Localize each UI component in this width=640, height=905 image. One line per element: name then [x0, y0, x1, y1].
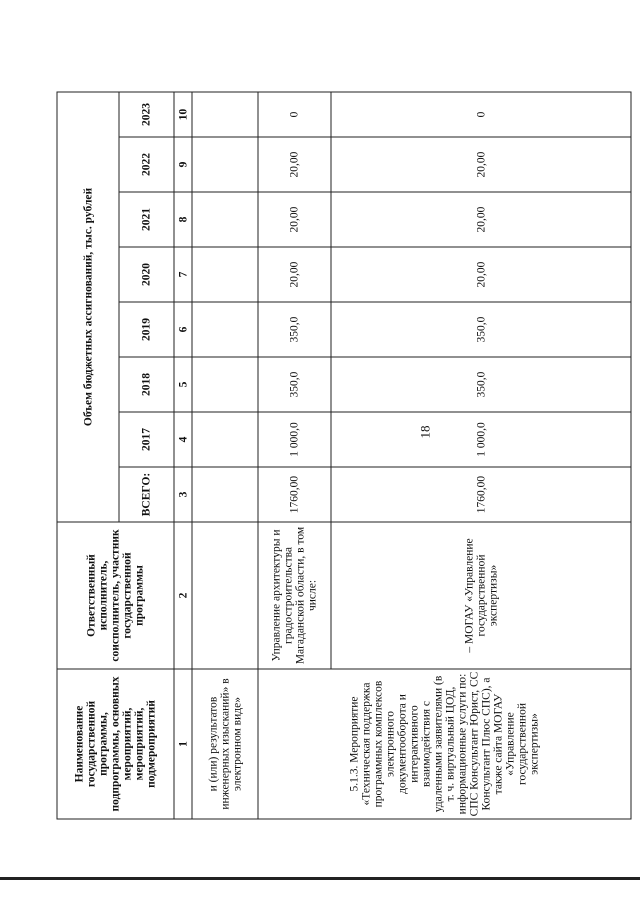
index-cell: 5 [174, 357, 192, 412]
table-row-name: 5.1.3. Мероприятие «Техническая поддержка программных комплексов электронного документооборота и интерактивного взаимодействия с удаленными заявителями (в т. ч. виртуальный ЦОД, информационные услуги по: СПС Консультант Юрист, СС Консультант Плюс СПС), а также сайта МОГАУ «Управление государственной экспертизы» [258, 669, 631, 819]
header-budget-group: Объем бюджетных ассигнований, тыс. рублей [57, 92, 119, 522]
value-cell [192, 192, 258, 247]
index-cell: 2 [174, 522, 192, 669]
index-cell: 7 [174, 247, 192, 302]
index-cell: 10 [174, 92, 192, 137]
page-number: 18 [417, 425, 433, 439]
value-cell: 20,00 [258, 137, 331, 192]
value-cell [192, 357, 258, 412]
value-cell: 1 000,0 [258, 412, 331, 467]
budget-table [56, 91, 631, 819]
value-cell [192, 92, 258, 137]
value-cell: 350,0 [258, 357, 331, 412]
page-bottom-rule [0, 877, 640, 880]
header-year-2022: 2022 [119, 137, 174, 192]
table-row-executor: – МОГАУ «Управление государственной экспертизы» [331, 522, 631, 669]
value-cell: 20,00 [258, 247, 331, 302]
index-cell: 6 [174, 302, 192, 357]
value-cell: 20,00 [258, 192, 331, 247]
index-cell: 1 [174, 669, 192, 819]
header-year-2021: 2021 [119, 192, 174, 247]
index-cell: 4 [174, 412, 192, 467]
value-cell: 1760,00 [331, 467, 631, 522]
value-cell [192, 467, 258, 522]
table-row-name: и (или) результатов инженерных изысканий» в электронном виде» [192, 669, 258, 819]
table-row-executor [192, 522, 258, 669]
value-cell: 350,0 [331, 357, 631, 412]
table-row-executor: Управление архитектуры и градостроительства Магаданской области, в том числе: [258, 522, 331, 669]
value-cell: 350,0 [258, 302, 331, 357]
header-year-2019: 2019 [119, 302, 174, 357]
index-cell: 8 [174, 192, 192, 247]
budget-table-rotated [56, 92, 630, 819]
value-cell: 0 [258, 92, 331, 137]
header-year-2020: 2020 [119, 247, 174, 302]
value-cell: 20,00 [331, 247, 631, 302]
value-cell: 20,00 [331, 137, 631, 192]
header-year-2017: 2017 [119, 412, 174, 467]
value-cell [192, 247, 258, 302]
header-year-2023: 2023 [119, 92, 174, 137]
index-cell: 9 [174, 137, 192, 192]
header-total: ВСЕГО: [119, 467, 174, 522]
value-cell: 1760,00 [258, 467, 331, 522]
header-executor-column: Ответственный исполнитель, соисполнитель, участник государственной программы [57, 522, 174, 669]
header-name-column: Наименование государственной программы, подпрограммы, основных мероприятий, мероприятий, подмероприятий [57, 669, 174, 819]
index-cell: 3 [174, 467, 192, 522]
header-year-2018: 2018 [119, 357, 174, 412]
value-cell [192, 302, 258, 357]
value-cell [192, 412, 258, 467]
value-cell: 1 000,0 [331, 412, 631, 467]
value-cell: 0 [331, 92, 631, 137]
value-cell [192, 137, 258, 192]
value-cell: 350,0 [331, 302, 631, 357]
value-cell: 20,00 [331, 192, 631, 247]
